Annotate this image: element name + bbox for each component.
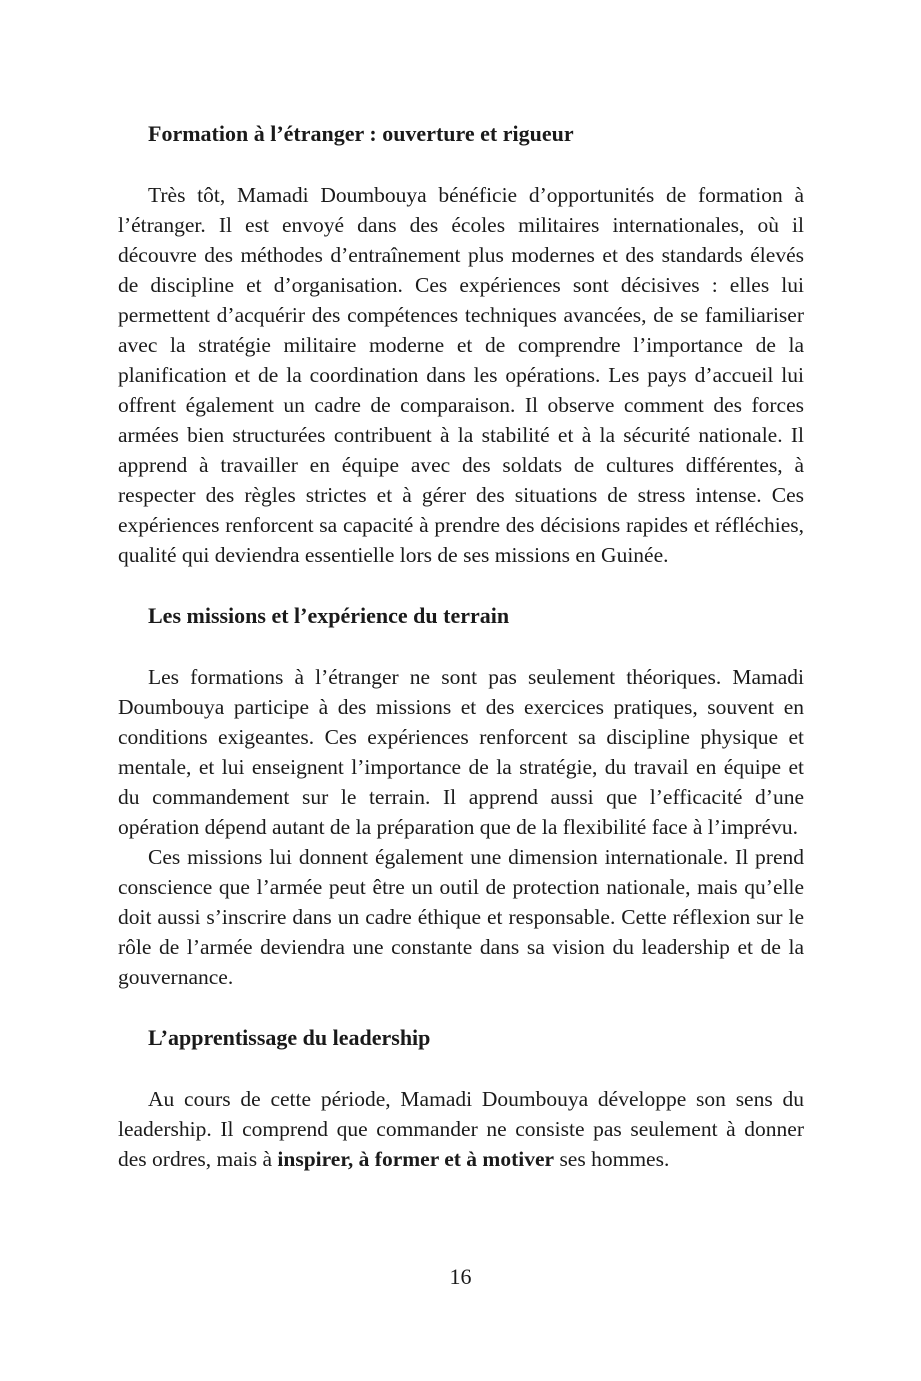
paragraph [118,1084,804,1174]
paragraph: Très tôt, Mamadi Doumbouya bénéficie d’opportunités de formation à l’étranger. Il est envoyé dans des écoles militaires internationales, où il découvre des méthodes d’entraînement plus modernes et des standards élevés de discipline et d’organisation. Ces expériences sont décisives : elles lui permettent d’acquérir des compétences techniques avancées, de se familiariser avec la stratégie militaire moderne et de comprendre l’importance de la planification et de la coordination dans les opérations. Les pays d’accueil lui offrent également un cadre de comparaison. Il observe comment des forces armées bien structurées contribuent à la stabilité et à la sécurité nationale. Il apprend à travailler en équipe avec des soldats de cultures différentes, à respecter des règles strictes et à gérer des situations de stress intense. Ces expériences renforcent sa capacité à prendre des décisions rapides et réfléchies, qualité qui deviendra essentielle lors de ses missions en Guinée. [118,183,804,567]
emphasis-text: inspirer, à former et à motiver [277,1147,555,1171]
paragraph: Ces missions lui donnent également une dimension internationale. Il prend conscience que l’armée peut être un outil de protection nationale, mais qu’elle doit aussi s’inscrire dans un cadre éthique et responsable. Cette réflexion sur le rôle de l’armée deviendra une constante dans sa vision du leadership et de la gouvernance. [118,845,804,989]
paragraph-text: ses hommes. [554,1147,670,1171]
section-title: L’apprentissage du leadership [148,1025,431,1050]
section-title: Formation à l’étranger : ouverture et rigueur [148,121,574,146]
page-number: 16 [449,1264,472,1289]
paragraph-text: Au cours de cette période, Mamadi Doumbouya développe son sens du leadership. Il comprend que commander ne consiste pas seulement à donner des ordres, mais à [118,1087,804,1171]
paragraph: Les formations à l’étranger ne sont pas seulement théoriques. Mamadi Doumbouya participe à des missions et des exercices pratiques, souvent en conditions exigeantes. Ces expériences renforcent sa discipline physique et mentale, et lui enseignent l’importance de la stratégie, du travail en équipe et du commandement sur le terrain. Il apprend aussi que l’efficacité d’une opération dépend autant de la préparation que de la flexibilité face à l’imprévu. [118,665,804,839]
section-title: Les missions et l’expérience du terrain [148,603,510,628]
page-content [118,116,804,1174]
